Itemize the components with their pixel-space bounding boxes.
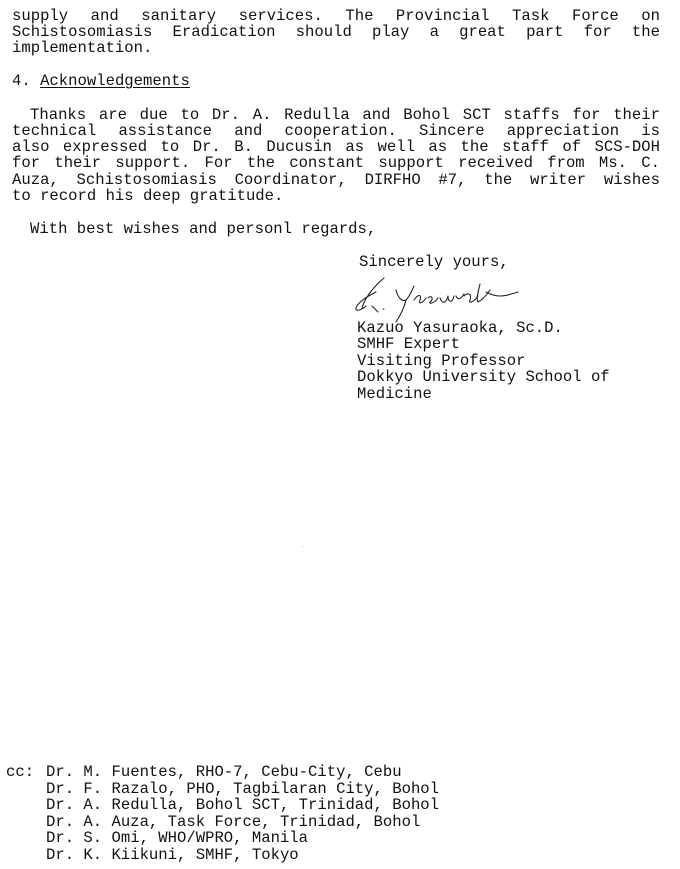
intro-line: supply and sanitary services. The Provincial Task Force on (12, 7, 660, 25)
ack-line: technical assistance and cooperation. Sincere appreciation is (12, 122, 660, 140)
ack-line: Thanks are due to Dr. A. Redulla and Bohol SCT staffs for their (30, 106, 660, 124)
ack-line: Auza, Schistosomiasis Coordinator, DIRFHO #7, the writer wishes (12, 171, 660, 189)
cc-recipient: Dr. K. Kiikuni, SMHF, Tokyo (46, 846, 299, 864)
signer-name: Kazuo Yasuraoka, Sc.D. (357, 319, 563, 337)
scan-speck (302, 546, 303, 547)
section-heading (12, 73, 190, 89)
ack-line: for their support. For the constant support received from Ms. C. (12, 154, 660, 172)
signer-title: SMHF Expert (357, 335, 460, 353)
cc-recipient: Dr. A. Redulla, Bohol SCT, Trinidad, Bohol (46, 796, 440, 814)
cc-recipient: Dr. M. Fuentes, RHO-7, Cebu-City, Cebu (46, 763, 402, 781)
signer-institution: Dokkyo University School of (357, 368, 610, 386)
closing-line: Sincerely yours, (359, 253, 509, 271)
section-title: Acknowledgements (40, 72, 190, 90)
ack-line: to record his deep gratitude. (12, 187, 284, 205)
cc-recipient: Dr. F. Razalo, PHO, Tagbilaran City, Bohol (46, 780, 440, 798)
regards-line: With best wishes and personl regards, (30, 220, 377, 238)
cc-recipient: Dr. A. Auza, Task Force, Trinidad, Bohol (46, 813, 421, 831)
section-number: 4. (12, 72, 31, 90)
cc-recipient: Dr. S. Omi, WHO/WPRO, Manila (46, 829, 309, 847)
signer-institution: Medicine (357, 385, 432, 403)
cc-label: cc: (6, 763, 35, 781)
ack-line: also expressed to Dr. B. Ducusin as well as the staff of SCS-DOH (12, 138, 660, 156)
signer-position: Visiting Professor (357, 352, 526, 370)
intro-line: Schistosomiasis Eradication should play a great part for the (12, 23, 660, 41)
intro-line: implementation. (12, 39, 153, 57)
